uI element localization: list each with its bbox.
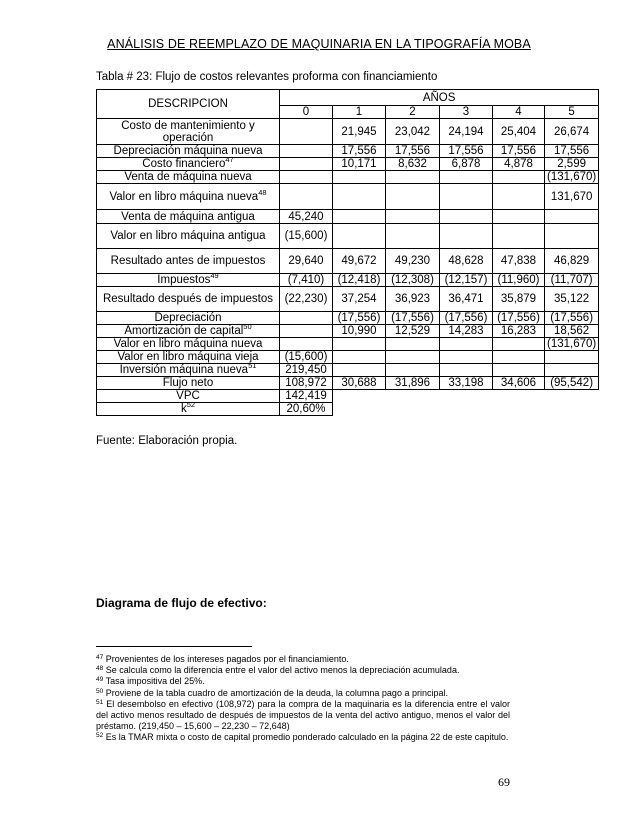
value-cell	[440, 171, 493, 184]
value-cell: 17,556	[545, 145, 599, 158]
descripcion-header: DESCRIPCION	[97, 90, 280, 119]
footnote	[96, 699, 510, 733]
value-cell	[280, 158, 333, 171]
table-row	[97, 287, 599, 312]
row-label-cell	[97, 145, 280, 158]
value-cell: (17,556)	[545, 312, 599, 325]
value-cell: 26,674	[545, 119, 599, 145]
footnote-text: Se calcula como la diferencia entre el valor del activo menos la depreciación acumulada.	[105, 665, 460, 676]
footnotes	[96, 654, 510, 744]
value-cell: (12,308)	[386, 274, 440, 287]
value-cell: (131,670)	[545, 338, 599, 351]
row-label: Valor en libro máquina nueva	[113, 338, 263, 350]
footnote-number: 52	[96, 732, 104, 740]
k-row	[97, 403, 599, 416]
value-cell	[280, 171, 333, 184]
value-cell	[386, 351, 440, 364]
footnote	[96, 676, 510, 687]
footnote	[96, 688, 510, 699]
value-cell	[333, 184, 386, 210]
value-cell: 6,878	[440, 158, 493, 171]
table-row	[97, 364, 599, 377]
value-cell: (7,410)	[280, 274, 333, 287]
value-cell	[280, 312, 333, 325]
table-row	[97, 274, 599, 287]
value-cell	[333, 338, 386, 351]
value-cell: (131,670)	[545, 171, 599, 184]
value-cell	[386, 338, 440, 351]
value-cell: (22,230)	[280, 287, 333, 312]
year-header: 0	[280, 106, 333, 119]
empty-area	[333, 403, 599, 416]
footnote-text: Proviene de la tabla cuadro de amortización de la deuda, la columna pago a principal.	[105, 687, 448, 698]
value-cell	[440, 224, 493, 249]
footnote-number: 48	[96, 665, 104, 673]
section-heading: Diagrama de flujo de efectivo:	[96, 596, 267, 610]
value-cell	[440, 210, 493, 224]
value-cell	[333, 351, 386, 364]
value-cell	[280, 119, 333, 145]
value-cell	[493, 210, 545, 224]
table-caption: Tabla # 23: Flujo de costos relevantes proforma con financiamiento	[96, 71, 438, 83]
footnote-text: Es la TMAR mixta o costo de capital promedio ponderado calculado en la página 22 de este capitulo.	[105, 732, 509, 743]
value-cell: 20,60%	[280, 403, 333, 416]
value-cell: 49,230	[386, 249, 440, 274]
table-row	[97, 171, 599, 184]
row-label: k	[180, 403, 187, 415]
value-cell: (11,960)	[493, 274, 545, 287]
footnote	[96, 654, 510, 665]
table-row	[97, 210, 599, 224]
value-cell: (17,556)	[386, 312, 440, 325]
table-row	[97, 325, 599, 338]
row-label-cell	[97, 271, 280, 287]
value-cell	[493, 224, 545, 249]
row-label: Depreciación máquina nueva	[113, 145, 263, 157]
footnote-ref: 47	[225, 155, 234, 165]
value-cell: 48,628	[440, 249, 493, 274]
table-row	[97, 224, 599, 249]
value-cell	[386, 224, 440, 249]
value-cell: 31,896	[386, 377, 440, 390]
value-cell: (12,418)	[333, 274, 386, 287]
value-cell: (12,157)	[440, 274, 493, 287]
row-label-cell	[97, 400, 280, 416]
value-cell: 10,990	[333, 325, 386, 338]
footnote-number: 51	[96, 698, 104, 706]
footnote-ref: 52	[186, 400, 196, 410]
vpc-row	[97, 390, 599, 403]
row-label: Depreciación	[154, 312, 222, 324]
row-label-cell	[97, 171, 280, 184]
row-label-cell	[97, 184, 280, 210]
value-cell: 21,945	[333, 119, 386, 145]
value-cell: 17,556	[333, 145, 386, 158]
value-cell: 12,529	[386, 325, 440, 338]
value-cell	[280, 145, 333, 158]
row-label: Flujo neto	[162, 377, 214, 389]
value-cell: (15,600)	[280, 224, 333, 249]
row-label-cell	[97, 155, 280, 171]
row-label-cell	[97, 287, 280, 312]
value-cell	[493, 171, 545, 184]
value-cell: 37,254	[333, 287, 386, 312]
value-cell	[333, 224, 386, 249]
value-cell	[440, 364, 493, 377]
row-label: Costo financiero	[142, 158, 226, 170]
value-cell	[493, 338, 545, 351]
value-cell	[545, 224, 599, 249]
value-cell	[493, 184, 545, 210]
row-label-cell	[97, 119, 280, 145]
years-header: AÑOS	[280, 90, 599, 106]
row-label: Inversión máquina nueva	[119, 364, 249, 376]
value-cell: 10,171	[333, 158, 386, 171]
value-cell	[493, 351, 545, 364]
value-cell: (15,600)	[280, 351, 333, 364]
value-cell: 2,599	[545, 158, 599, 171]
cash-flow-table	[96, 89, 599, 416]
value-cell	[545, 351, 599, 364]
value-cell: 29,640	[280, 249, 333, 274]
row-label-cell	[97, 322, 280, 338]
value-cell	[333, 364, 386, 377]
row-label-cell	[97, 338, 280, 351]
year-header: 3	[440, 106, 493, 119]
row-label: Venta de máquina nueva	[124, 171, 252, 183]
year-header: 5	[545, 106, 599, 119]
value-cell: 8,632	[386, 158, 440, 171]
page-number: 69	[498, 775, 510, 789]
table-row	[97, 351, 599, 364]
value-cell	[440, 351, 493, 364]
year-header: 4	[493, 106, 545, 119]
row-label: Valor en libro máquina antigua	[110, 230, 266, 242]
value-cell: 17,556	[493, 145, 545, 158]
footnote-text: El desembolso en efectivo (108,972) para la compra de la maquinaria es la diferencia entre el valor del activo menos resultado de después de impuestos de la venta del activo antiguo, menos el valor del préstamo. (219,450 – 15,600 – 22,230 – 72,648)	[96, 698, 510, 732]
row-label-cell	[97, 377, 280, 390]
value-cell: 45,240	[280, 210, 333, 224]
row-label: Amortización de capital	[124, 325, 244, 337]
footnote-text: Provenientes de los intereses pagados por el financiamiento.	[105, 654, 349, 664]
value-cell: 36,923	[386, 287, 440, 312]
value-cell: (17,556)	[333, 312, 386, 325]
footnote	[96, 665, 510, 676]
row-label: Valor en libro máquina nueva	[109, 190, 259, 203]
row-label-cell	[97, 312, 280, 325]
value-cell: 142,419	[280, 390, 333, 403]
value-cell	[333, 171, 386, 184]
value-cell: 30,688	[333, 377, 386, 390]
year-header: 1	[333, 106, 386, 119]
value-cell: (17,556)	[493, 312, 545, 325]
value-cell	[440, 338, 493, 351]
value-cell	[386, 364, 440, 377]
value-cell	[386, 171, 440, 184]
row-label: VPC	[176, 390, 200, 402]
footnote-number: 49	[96, 676, 104, 684]
footnote-ref: 50	[243, 322, 252, 332]
table-row	[97, 249, 599, 274]
value-cell	[280, 325, 333, 338]
value-cell: 16,283	[493, 325, 545, 338]
footnote	[96, 732, 510, 743]
running-header: ANÁLISIS DE REEMPLAZO DE MAQUINARIA EN LA TIPOGRAFÍA MOBA	[107, 37, 531, 51]
value-cell: (11,707)	[545, 274, 599, 287]
value-cell: 4,878	[493, 158, 545, 171]
value-cell: 18,562	[545, 325, 599, 338]
value-cell: (95,542)	[545, 377, 599, 390]
value-cell: 25,404	[493, 119, 545, 145]
table-row	[97, 184, 599, 210]
value-cell	[386, 210, 440, 224]
footnote-text: Tasa impositiva del 25%.	[105, 676, 205, 687]
table-source: Fuente: Elaboración propia.	[96, 435, 238, 447]
year-header: 2	[386, 106, 440, 119]
value-cell	[386, 184, 440, 210]
value-cell: 33,198	[440, 377, 493, 390]
value-cell: 17,556	[440, 145, 493, 158]
row-label: Impuestos	[157, 274, 211, 286]
row-label: Venta de máquina antigua	[121, 210, 255, 223]
row-label: Resultado antes de impuestos	[110, 255, 266, 267]
value-cell	[280, 184, 333, 210]
value-cell: 14,283	[440, 325, 493, 338]
value-cell	[280, 338, 333, 351]
footnote-number: 47	[96, 654, 104, 661]
value-cell: (17,556)	[440, 312, 493, 325]
value-cell: 36,471	[440, 287, 493, 312]
value-cell	[440, 184, 493, 210]
value-cell: 47,838	[493, 249, 545, 274]
value-cell	[333, 210, 386, 224]
value-cell	[545, 210, 599, 224]
value-cell: 23,042	[386, 119, 440, 145]
value-cell	[545, 364, 599, 377]
row-label-cell	[97, 210, 280, 224]
empty-area	[333, 390, 599, 403]
value-cell: 24,194	[440, 119, 493, 145]
value-cell: 34,606	[493, 377, 545, 390]
row-label: Valor en libro máquina vieja	[117, 351, 259, 363]
table-row	[97, 338, 599, 351]
footnote-ref: 51	[248, 361, 257, 371]
row-label-cell	[97, 361, 280, 377]
footnote-ref: 49	[210, 271, 219, 281]
row-label-cell	[97, 249, 280, 274]
value-cell	[493, 364, 545, 377]
footnote-divider	[96, 646, 252, 647]
table-row	[97, 145, 599, 158]
value-cell: 49,672	[333, 249, 386, 274]
value-cell: 35,879	[493, 287, 545, 312]
table-row	[97, 158, 599, 171]
table-row	[97, 377, 599, 390]
row-label: Costo de mantenimiento y operación	[121, 119, 255, 144]
value-cell: 108,972	[280, 377, 333, 390]
row-label-cell	[97, 224, 280, 249]
value-cell: 131,670	[545, 184, 599, 210]
table-row	[97, 312, 599, 325]
table-row	[97, 119, 599, 145]
footnote-ref: 48	[258, 187, 267, 197]
row-label: Resultado después de impuestos	[102, 293, 274, 305]
value-cell: 46,829	[545, 249, 599, 274]
footnote-number: 50	[96, 687, 104, 695]
value-cell: 17,556	[386, 145, 440, 158]
value-cell: 35,122	[545, 287, 599, 312]
value-cell: 219,450	[280, 364, 333, 377]
